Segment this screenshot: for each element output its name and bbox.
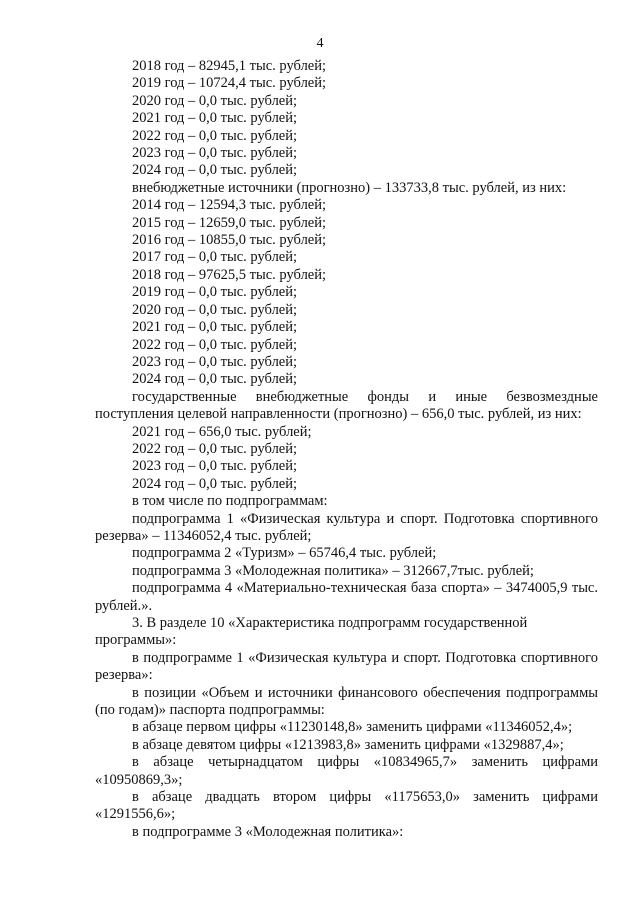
paragraph: 2016 год – 10855,0 тыс. рублей; [132, 232, 327, 249]
paragraph: 2022 год – 0,0 тыс. рублей; [132, 127, 298, 144]
paragraph: 2018 год – 97625,5 тыс. рублей; [132, 266, 327, 283]
paragraph: 2021 год – 0,0 тыс. рублей; [132, 319, 298, 336]
paragraph: в подпрограмме 1 «Физическая культура и спорт. Подготовка спортивного резерва»: [95, 649, 598, 684]
paragraph: подпрограмма 4 «Материально-техническая база спорта» – 3474005,9 тыс. рублей.». [95, 580, 598, 614]
paragraph: в абзаце двадцать втором цифры «1175653,0» заменить цифрами «1291556,6»; [95, 789, 598, 823]
page-number: 4 [316, 36, 324, 51]
paragraph: 2014 год – 12594,3 тыс. рублей; [132, 197, 327, 214]
paragraph: 2018 год – 82945,1 тыс. рублей; [132, 58, 327, 74]
paragraph: 2023 год – 0,0 тыс. рублей; [132, 458, 298, 475]
paragraph: 2019 год – 0,0 тыс. рублей; [132, 284, 298, 301]
paragraph: подпрограмма 3 «Молодежная политика» – 312667,7тыс. рублей; [132, 562, 534, 579]
paragraph: в абзаце первом цифры «11230148,8» заменить цифрами «11346052,4»; [132, 719, 573, 736]
paragraph: 2022 год – 0,0 тыс. рублей; [132, 440, 298, 457]
paragraph: 2015 год – 12659,0 тыс. рублей; [132, 214, 327, 231]
paragraph: 2020 год – 0,0 тыс. рублей; [132, 301, 298, 318]
paragraph: в том числе по подпрограммам: [132, 493, 328, 510]
document-body [95, 58, 598, 841]
paragraph: 2021 год – 656,0 тыс. рублей; [132, 423, 312, 440]
paragraph: 2022 год – 0,0 тыс. рублей; [132, 336, 298, 353]
paragraph: 3. В разделе 10 «Характеристика подпрограмм государственной программы»: [95, 615, 528, 649]
paragraph: 2023 год – 0,0 тыс. рублей; [132, 353, 298, 370]
paragraph: 2024 год – 0,0 тыс. рублей; [132, 475, 298, 492]
paragraph: 2019 год – 10724,4 тыс. рублей; [132, 75, 327, 92]
paragraph: в подпрограмме 3 «Молодежная политика»: [132, 823, 404, 840]
paragraph: государственные внебюджетные фонды и иные безвозмездные поступления целевой направленности (прогнозно) – 656,0 тыс. рублей, из них: [95, 388, 598, 423]
paragraph: 2024 год – 0,0 тыс. рублей; [132, 162, 298, 179]
paragraph: 2020 год – 0,0 тыс. рублей; [132, 92, 298, 109]
paragraph: в абзаце девятом цифры «1213983,8» заменить цифрами «1329887,4»; [132, 736, 564, 753]
paragraph: 2023 год – 0,0 тыс. рублей; [132, 145, 298, 162]
paragraph: 2021 год – 0,0 тыс. рублей; [132, 110, 298, 127]
paragraph: внебюджетные источники (прогнозно) – 133733,8 тыс. рублей, из них: [132, 179, 567, 196]
paragraph: 2024 год – 0,0 тыс. рублей; [132, 371, 298, 388]
paragraph: в абзаце четырнадцатом цифры «10834965,7» заменить цифрами «10950869,3»; [95, 754, 598, 788]
paragraph: подпрограмма 2 «Туризм» – 65746,4 тыс. рублей; [132, 545, 437, 562]
paragraph: подпрограмма 1 «Физическая культура и спорт. Подготовка спортивного резерва» – 11346052,4 тыс. рублей; [95, 510, 598, 544]
paragraph: в позиции «Объем и источники финансового обеспечения подпрограммы (по годам)» паспорта подпрограммы: [95, 684, 598, 719]
paragraph: 2017 год – 0,0 тыс. рублей; [132, 249, 298, 266]
